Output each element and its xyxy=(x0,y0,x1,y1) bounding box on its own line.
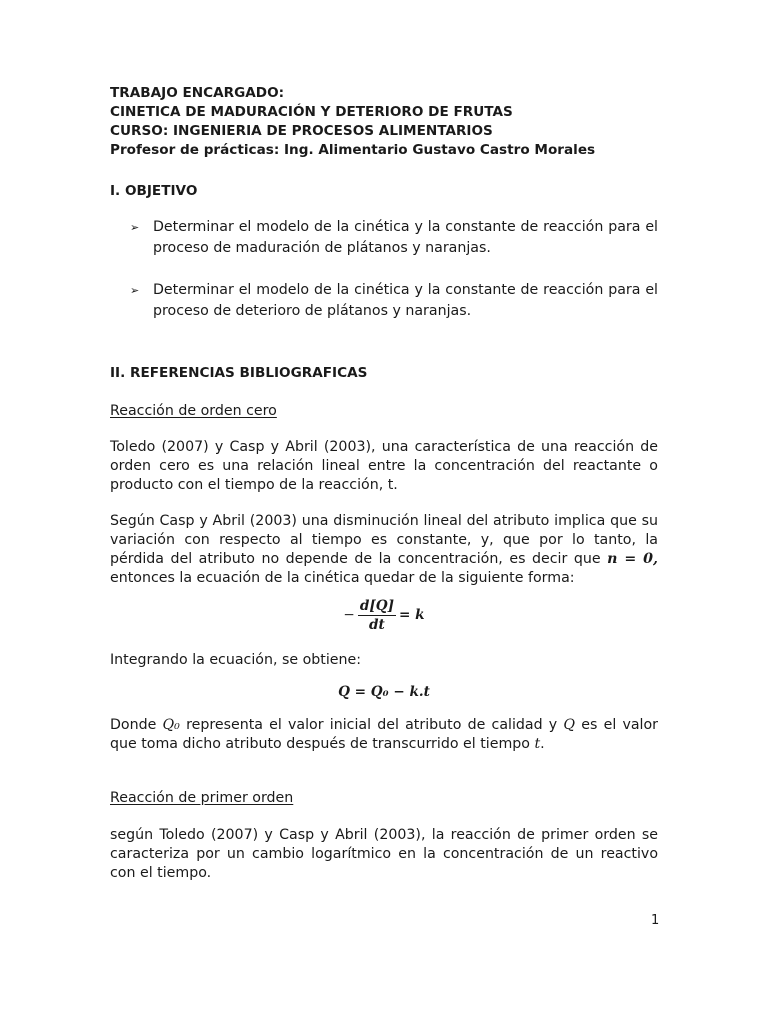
zero-order-paragraph: Toledo (2007) y Casp y Abril (2003), una característica de una reacción de orden cero es una relación lineal entre la concentración del reactante o producto con el tiempo de la reacción, t. xyxy=(110,439,658,493)
arrow-bullet-icon: ➢ xyxy=(130,284,140,297)
document-page xyxy=(110,84,658,883)
objective-list xyxy=(110,217,658,322)
rate-equation: − $\frac{d[Q]}{dt}$ = k xyxy=(343,598,425,633)
professor-name: Profesor de prácticas: Ing. Alimentario Gustavo Castro Morales xyxy=(110,142,596,158)
first-order-heading: Reacción de primer orden xyxy=(110,790,294,806)
page-number: 1 xyxy=(651,913,660,928)
zero-order-heading: Reacción de orden cero xyxy=(110,403,277,419)
objective-item xyxy=(110,217,658,259)
math-inline: t xyxy=(534,736,541,752)
math-inline: n = 0, xyxy=(607,551,658,567)
objective-item xyxy=(110,280,658,322)
first-order-paragraph: según Toledo (2007) y Casp y Abril (2003), la reacción de primer orden se caracteriza por un cambio logarítmico en la concentración de un reactivo con el tiempo. xyxy=(110,827,658,881)
references-heading: II. REFERENCIAS BIBLIOGRAFICAS xyxy=(110,365,368,381)
course-name: CURSO: INGENIERIA DE PROCESOS ALIMENTARIOS xyxy=(110,123,493,139)
objective-item-text: Determinar el modelo de la cinética y la constante de reacción para el proceso de maduración de plátanos y naranjas. xyxy=(153,219,658,256)
objective-heading: I. OBJETIVO xyxy=(110,183,198,199)
integration-paragraph: Integrando la ecuación, se obtiene: xyxy=(110,652,362,668)
assignment-title: CINETICA DE MADURACIÓN Y DETERIORO DE FRUTAS xyxy=(110,104,513,120)
objective-item-text: Determinar el modelo de la cinética y la constante de reacción para el proceso de deterioro de plátanos y naranjas. xyxy=(153,282,658,319)
zero-order-paragraph: Según Casp y Abril (2003) una disminución lineal del atributo implica que su variación con respecto al tiempo es constante, y, que por lo tanto, la pérdida del atributo no depende de la concentración, es decir que n = 0, entonces la ecuación de la cinética quedar de la siguiente forma: xyxy=(110,513,658,586)
integrated-equation: Q = Q₀ − k.t xyxy=(338,684,430,700)
arrow-bullet-icon: ➢ xyxy=(130,221,140,234)
math-inline: Q₀ xyxy=(162,717,180,733)
assignment-label: TRABAJO ENCARGADO: xyxy=(110,85,285,101)
math-inline: Q xyxy=(563,717,576,733)
fraction: $\frac{d[Q]}{dt}$ xyxy=(359,598,395,633)
variables-paragraph: Donde Q₀ representa el valor inicial del atributo de calidad y Q es el valor que toma dicho atributo después de transcurrido el tiempo t. xyxy=(110,717,659,752)
